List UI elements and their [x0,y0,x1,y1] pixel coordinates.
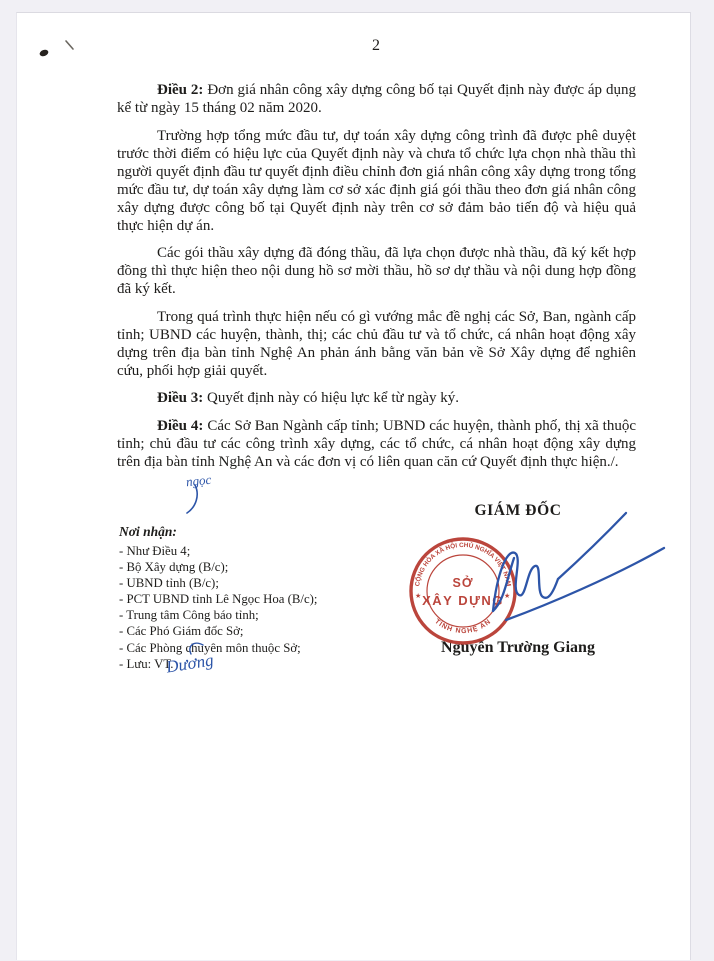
recipient-item: - Trung tâm Công báo tỉnh; [119,608,259,623]
recipient-item: - PCT UBND tỉnh Lê Ngọc Hoa (B/c); [119,592,318,607]
recipient-item: - Các Phó Giám đốc Sở; [119,624,244,639]
stamp-center-line2: XÂY DỰNG [422,593,504,608]
stamp-arc-bottom-text: TỈNH NGHỆ AN [433,618,493,636]
paragraph-investment-adjustment: Trường hợp tổng mức đầu tư, dự toán xây dựng công trình đã được phê duyệt trước thời điểm có hiệu lực của Quyết định này và chưa tổ chức lựa chọn nhà thầu thì người quyết định đầu tư quyết định điều chỉnh đơn giá nhân công xây dựng trong tổng mức đầu tư, dự toán xây dựng làm cơ sở xác định giá gói thầu theo đơn giá nhân công xây dựng được công bố tại Quyết định này trên cơ sở đảm bảo tiến độ và hiệu quả thực hiện dự án. [117,127,636,234]
article-3-label: Điều 3: [157,390,204,406]
director-signature-ink [493,513,664,620]
official-stamp [411,539,515,643]
stamp-center-line1: SỞ [452,576,474,590]
article-3-text: Quyết định này có hiệu lực kể từ ngày ký. [203,390,460,406]
stamp-star-icon: ★ [415,592,422,600]
ink-speck [39,41,73,57]
recipient-item: - Các Phòng chuyên môn thuộc Sở; [119,640,301,655]
paragraph-closed-bids: Các gói thầu xây dựng đã đóng thầu, đã lựa chọn được nhà thầu, đã ký kết hợp đồng thì thực hiện theo nội dung hồ sơ mời thầu, hồ sơ dự thầu và nội dung hợp đồng đã ký kết. [117,245,636,297]
article-4-text: Các Sở Ban Ngành cấp tỉnh; UBND các huyện, thành phố, thị xã thuộc tỉnh; chủ đầu tư các công trình xây dựng, các tổ chức, cá nhân hoạt động xây dựng trên địa bàn tỉnh Nghệ An và các đơn vị có liên quan căn cứ Quyết định thực hiện./. [117,417,636,470]
article-3-paragraph [117,389,636,407]
article-4-label: Điều 4: [157,417,204,434]
signer-name: Nguyễn Trường Giang [441,639,595,656]
article-4-paragraph [117,417,636,471]
article-2-text: Đơn giá nhân công xây dựng công bố tại Quyết định này được áp dụng kể từ ngày 15 tháng 02 năm 2020. [117,82,636,116]
recipient-item: - Lưu: VT. [119,656,174,671]
handwritten-initial-duong: Dương [164,650,215,677]
signer-title: GIÁM ĐỐC [474,502,562,519]
recipient-item: - UBND tỉnh (B/c); [119,576,219,591]
article-2-label: Điều 2: [157,82,204,98]
document-body [117,81,636,480]
article-2-paragraph [117,81,636,117]
handwritten-initial-ngoc: ngọc [185,471,212,490]
recipient-item: - Như Điều 4; [119,544,191,558]
stamp-star-icon: ★ [504,592,511,600]
document-page [16,12,691,960]
paragraph-feedback: Trong quá trình thực hiện nếu có gì vướng mắc đề nghị các Sở, Ban, ngành cấp tỉnh; UBND các huyện, thành, thị; các chủ đầu tư và tổ chức, cá nhân hoạt động xây dựng trên địa bàn tỉnh Nghệ An phản ánh bằng văn bản về Sở Xây dựng để nghiên cứu, phối hợp giải quyết. [117,308,636,379]
stamp-arc-top-text: CỘNG HÒA XÃ HỘI CHỦ NGHĨA VIỆT NAM [414,541,512,587]
page-number: 2 [372,37,380,54]
recipients-label: Nơi nhận: [119,524,177,539]
recipient-item: - Bộ Xây dựng (B/c); [119,560,229,575]
recipients-block [119,524,379,672]
